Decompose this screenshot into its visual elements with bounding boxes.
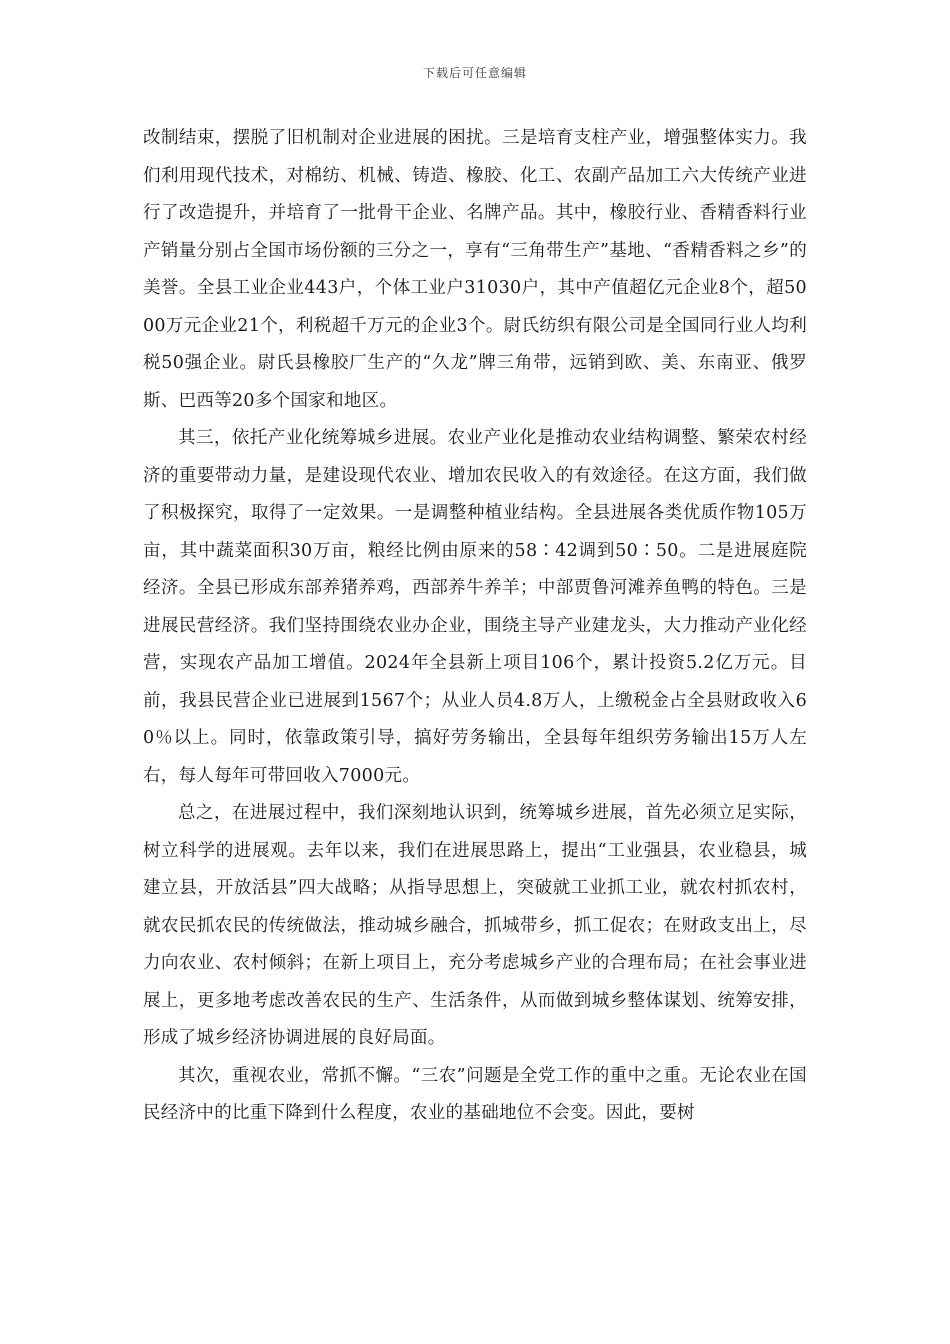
page-header-note: 下载后可任意编辑 — [422, 66, 527, 80]
paragraph-2: 其三，依托产业化统筹城乡进展。农业产业化是推动农业结构调整、繁荣农村经济的重要带动力量，是建设现代农业、增加农民收入的有效途径。在这方面，我们做了积极探究，取得了一定效果。一是调整种植业结构。全县进展各类优质作物105万亩，其中蔬菜面积30万亩，粮经比例由原来的58∶42调到50∶50。二是进展庭院经济。全县已形成东部养猪养鸡，西部养牛养羊；中部贾鲁河滩养鱼鸭的特色。三是进展民营经济。我们坚持围绕农业办企业，围绕主导产业建龙头，大力推动产业化经营，实现农产品加工增值。2024年全县新上项目106个，累计投资5.2亿万元。目前，我县民营企业已进展到1567个；从业人员4.8万人，上缴税金占全县财政收入60％以上。同时，依靠政策引导，搞好劳务输出，全县每年组织劳务输出15万人左右，每人每年可带回收入7000元。 — [143, 428, 807, 786]
paragraph-1: 改制结束，摆脱了旧机制对企业进展的困扰。三是培育支柱产业，增强整体实力。我们利用现代技术，对棉纺、机械、铸造、橡胶、化工、农副产品加工六大传统产业进行了改造提升，并培育了一批骨干企业、名牌产品。其中，橡胶行业、香精香料行业产销量分别占全国市场份额的三分之一，享有“三角带生产”基地、“香精香料之乡”的美誉。全县工业企业443户，个体工业户31030户，其中产值超亿元企业8个，超5000万元企业21个，利税超千万元的企业3个。尉氏纺织有限公司是全国同行业人均利税50强企业。尉氏县橡胶厂生产的“久龙”牌三角带，远销到欧、美、东南亚、俄罗斯、巴西等20多个国家和地区。 — [143, 128, 807, 411]
document-body — [143, 120, 807, 1133]
paragraph-3: 总之，在进展过程中，我们深刻地认识到，统筹城乡进展，首先必须立足实际，树立科学的进展观。去年以来，我们在进展思路上，提出“工业强县，农业稳县，城建立县，开放活县”四大战略；从指导思想上，突破就工业抓工业，就农村抓农村，就农民抓农民的传统做法，推动城乡融合，抓城带乡，抓工促农；在财政支出上，尽力向农业、农村倾斜；在新上项目上，充分考虑城乡产业的合理布局；在社会事业进展上，更多地考虑改善农民的生产、生活条件，从而做到城乡整体谋划、统筹安排，形成了城乡经济协调进展的良好局面。 — [143, 803, 807, 1048]
paragraph-4: 其次，重视农业，常抓不懈。“三农”问题是全党工作的重中之重。无论农业在国民经济中的比重下降到什么程度，农业的基础地位不会变。因此，要树 — [143, 1065, 807, 1123]
